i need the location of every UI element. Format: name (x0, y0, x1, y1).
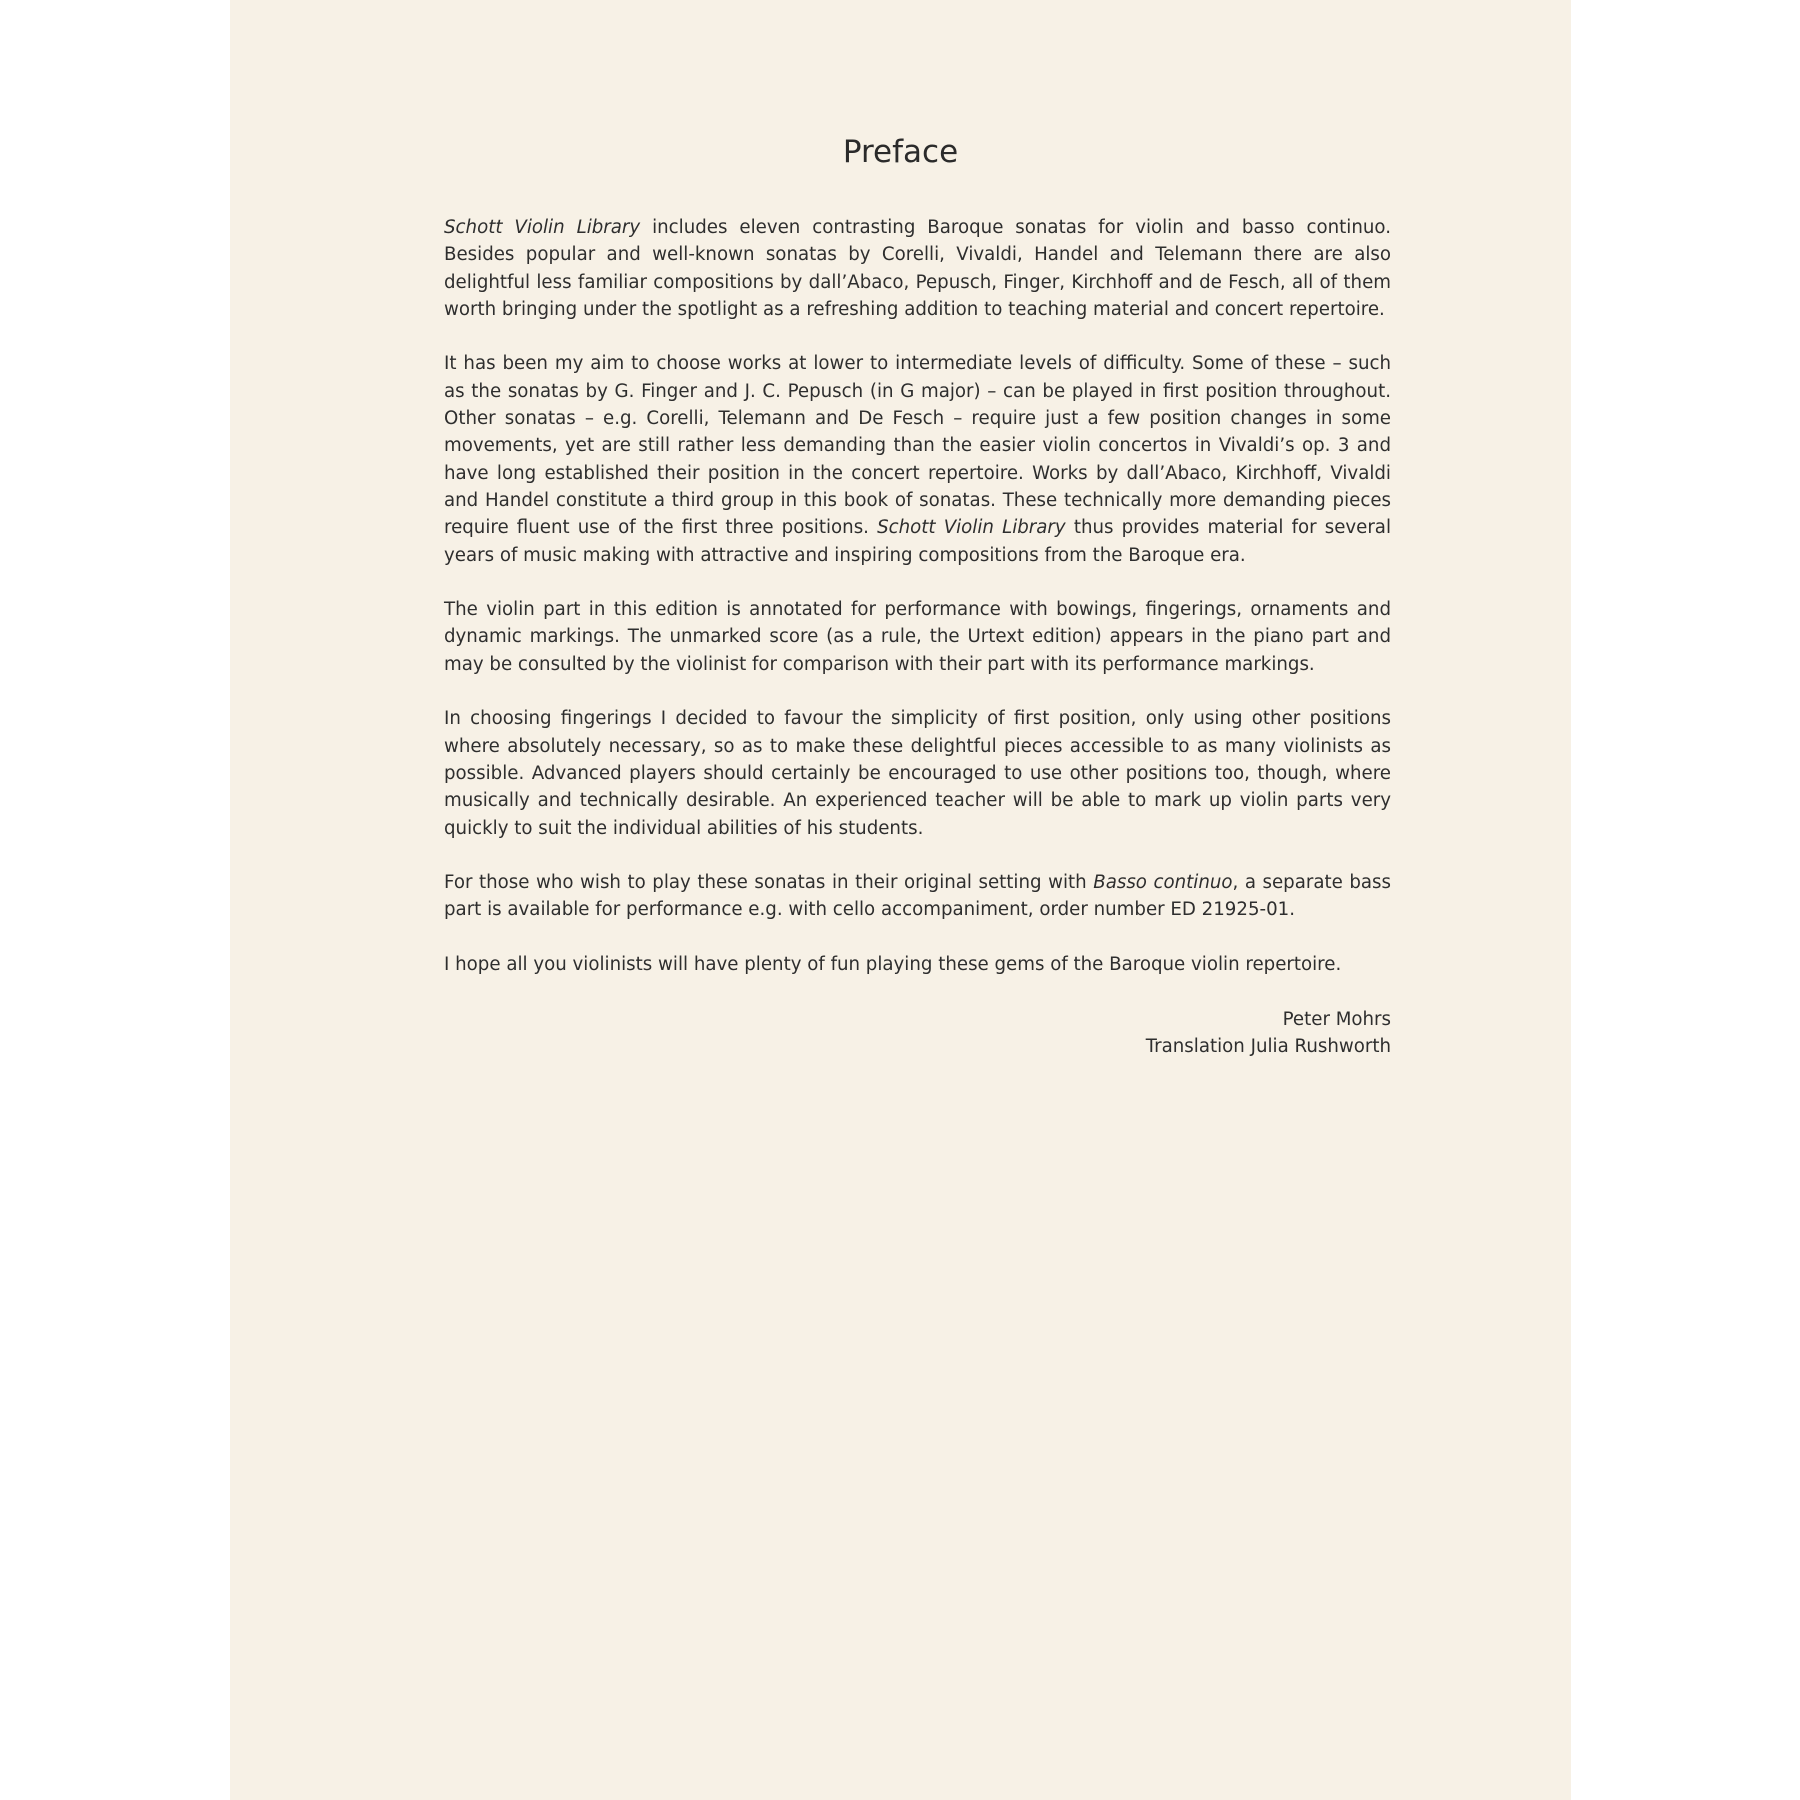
paragraph-4: In choosing fingerings I decided to favour the simplicity of first position, only using other positions where absolutely necessary, so as to make these delightful pieces accessible to as many violinists as possible. Advanced players should certainly be encouraged to use other positions too, though, where musically and technically desirable. An experienced teacher will be able to mark up violin parts very quickly to suit the individual abilities of his students. (444, 708, 1391, 839)
book-title-italic: Schott Violin Library (444, 217, 641, 238)
paragraph-3: The violin part in this edition is annotated for performance with bowings, fingerings, ornaments and dynamic markings. The unmarked score (as a rule, the Urtext edition) appears in the piano part and may be consulted by the violinist for comparison with their part with its performance markings. (444, 599, 1391, 675)
preface-body (444, 214, 1391, 1060)
translator-credit: Translation Julia Rushworth (1145, 1035, 1391, 1057)
paragraph-2-text-a: It has been my aim to choose works at lower to intermediate levels of difficulty. Some of these – such as the sonatas by G. Finger and J. C. Pepusch (in G major) – can be played in first position throughout. Other sonatas – e.g. Corelli, Telemann and De Fesch – require just a few position changes in some movements, yet are still rather less demanding than the easier violin concertos in Vivaldi’s op. 3 and have long established their position in the concert repertoire. Works by dall’Abaco, Kirchhoff, Vivaldi and Handel constitute a third group in this book of sonatas. These technically more demanding pieces require fluent use of the first three positions. (444, 353, 1391, 539)
paragraph-5 (444, 869, 1391, 924)
book-title-italic: Schott Violin Library (877, 517, 1066, 539)
paragraph-2-text-b: thus provides material for several years of music making with attractive and inspiring compositions from the Baroque era. (444, 517, 1392, 566)
paragraph-5-text-a: For those who wish to play these sonatas in their original setting with (444, 872, 1094, 894)
basso-continuo-italic: Basso continuo (1093, 872, 1233, 894)
signature-block (444, 1006, 1391, 1061)
paragraph-2 (444, 350, 1391, 568)
paragraph-6: I hope all you violinists will have plenty of fun playing these gems of the Baroque violin repertoire. (444, 954, 1342, 976)
paragraph-5-text-b: , a separate bass part is available for performance e.g. with cello accompaniment, order number ED 21925-01. (444, 872, 1391, 921)
preface-page (230, 0, 1571, 1800)
paragraph-1-text: includes eleven contrasting Baroque sonatas for violin and basso continuo. Besides popular and well-known sonatas by Corelli, Vivaldi, Handel and Telemann there are also delightful less familiar compositions by dall’Abaco, Pepusch, Finger, Kirchhoff and de Fesch, all of them worth bringing under the spotlight as a refreshing addition to teaching material and concert repertoire. (444, 217, 1392, 320)
paragraph-1 (444, 214, 1391, 323)
page-title: Preface (842, 134, 959, 170)
author-name: Peter Mohrs (1282, 1008, 1391, 1030)
